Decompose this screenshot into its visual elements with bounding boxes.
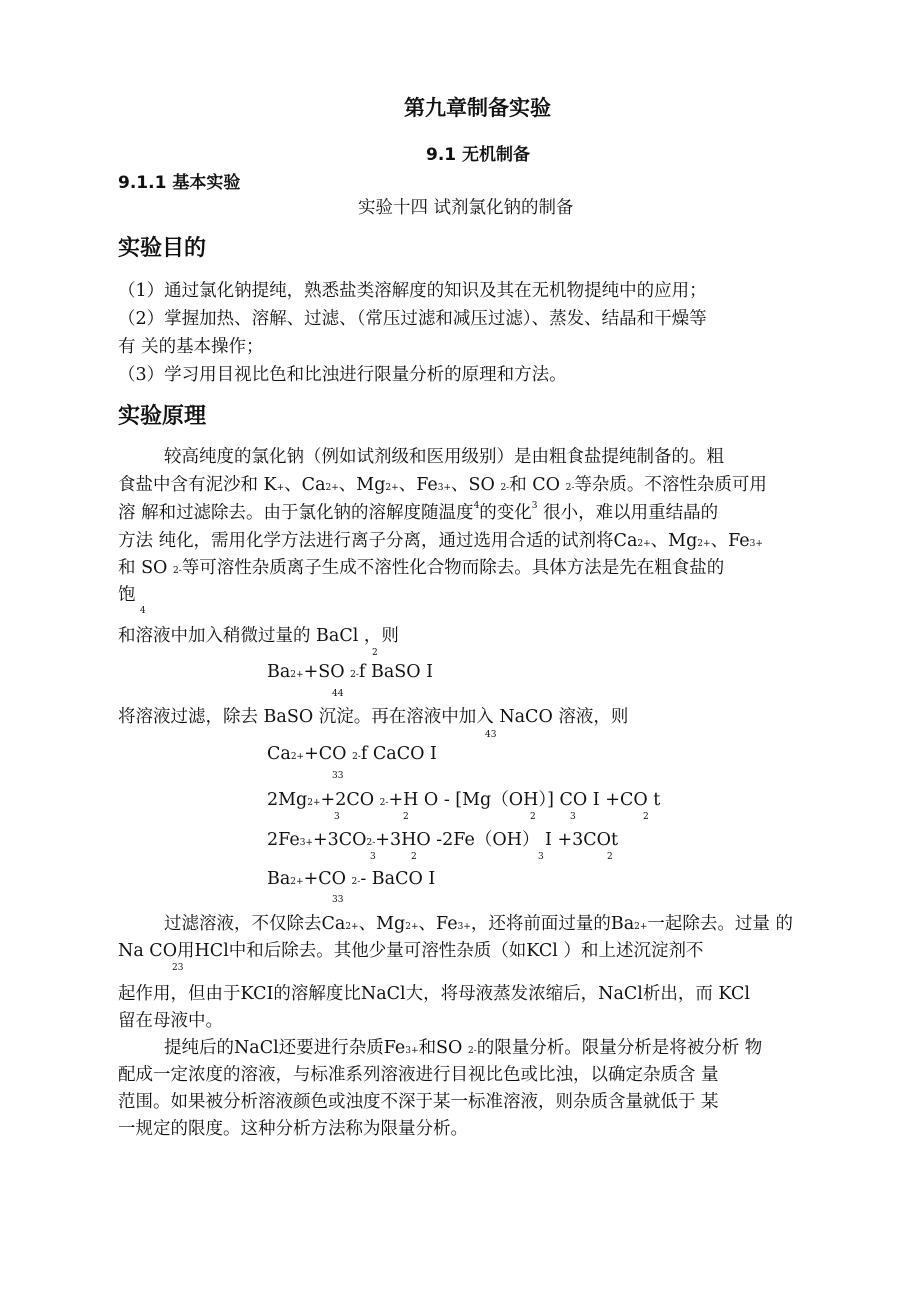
subscript-mark: 3: [570, 812, 576, 822]
subscript-mark: 3: [334, 812, 340, 822]
principle-p1-line-6: 饱: [118, 585, 136, 605]
principle-p1-line-1: 较高纯度的氯化钠（例如试剂级和医用级别）是由粗食盐提纯制备的。粗: [164, 447, 724, 467]
principle-mid-line: 将溶液过滤，除去 BaSO 沉淀。再在溶液中加入 NaCO 溶液，则: [118, 707, 629, 727]
subscript-mark: 2: [530, 812, 536, 822]
principle-p2-line-2: Na CO用HCl中和后除去。其他少量可溶性杂质（如KCl ）和上述沉淀剂不: [118, 941, 704, 961]
subscript-mark: 23: [172, 963, 184, 973]
subscript-mark: 3: [370, 852, 376, 862]
subscript-mark: 43: [485, 730, 497, 740]
equation-4: 2Fe3++3CO2-+3HO -2Fe（OH） I +3COt: [267, 830, 619, 850]
principle-p2-line-4: 留在母液中。: [118, 1011, 223, 1031]
principle-p1-line-3: 溶 解和过滤除去。由于氯化钠的溶解度随温度$^4$的变化$^3$ 很小，难以用重结晶的: [118, 501, 719, 523]
purpose-line-2: （2）掌握加热、溶解、过滤、（常压过滤和减压过滤）、蒸发、结晶和干燥等: [118, 309, 707, 329]
purpose-line-3: 有 关的基本操作；: [118, 337, 264, 357]
principle-p3-line-1: 提纯后的NaCl还要进行杂质Fe3+和SO 2-的限量分析。限量分析是将被分析 物: [164, 1038, 763, 1058]
section-title: 9.1 无机制备: [426, 145, 531, 165]
equation-5: Ba2++CO 2-- BaCO I: [267, 869, 436, 889]
equation-1: Ba2++SO 2-f BaSO I: [267, 662, 434, 682]
subsection-title: 9.1.1 基本实验: [118, 173, 241, 193]
purpose-line-1: （1）通过氯化钠提纯，熟悉盐类溶解度的知识及其在无机物提纯中的应用；: [118, 281, 707, 301]
purpose-heading: 实验目的: [118, 236, 207, 261]
principle-p3-line-2: 配成一定浓度的溶液，与标准系列溶液进行目视比色或比浊，以确定杂质含 量: [118, 1065, 719, 1085]
principle-p2-line-1: 过滤溶液，不仅除去Ca2+、Mg2+、Fe3+，还将前面过量的Ba2+一起除去。过量 的: [164, 914, 793, 934]
chapter-title: 第九章制备实验: [404, 96, 551, 120]
subscript-mark: 4: [140, 606, 146, 616]
principle-p1-line-5: 和 SO 2-等可溶性杂质离子生成不溶性化合物而除去。具体方法是先在粗食盐的: [118, 558, 725, 578]
equation-2: Ca2++CO 2-f CaCO I: [267, 744, 437, 764]
principle-heading: 实验原理: [118, 404, 207, 429]
purpose-line-4: （3）学习用目视比色和比浊进行限量分析的原理和方法。: [118, 365, 567, 385]
subscript-mark: 2: [403, 812, 409, 822]
subscript-mark: 33: [332, 771, 344, 781]
equation-3: 2Mg2++2CO 2-+H O - [Mg（OH）] CO I +CO t: [267, 790, 661, 810]
subscript-mark: 2: [643, 812, 649, 822]
subscript-mark: 2: [607, 852, 613, 862]
subscript-mark: 33: [332, 895, 344, 905]
principle-p3-line-3: 范围。如果被分析溶液颜色或浊度不深于某一标准溶液，则杂质含量就低于 某: [118, 1092, 719, 1112]
experiment-title: 实验十四 试剂氯化钠的制备: [358, 198, 574, 218]
principle-p1-line-4: 方法 纯化，需用化学方法进行离子分离，通过选用合适的试剂将Ca2+、Mg2+、Fe3+: [118, 531, 763, 551]
subscript-mark: 2: [411, 852, 417, 862]
subscript-mark: 3: [538, 852, 544, 862]
subscript-mark: 44: [332, 689, 344, 699]
principle-p1-line-2: 食盐中含有泥沙和 K+、Ca2+、Mg2+、Fe3+、SO 2-和 CO 2-等杂质。不溶性杂质可用: [118, 475, 767, 495]
principle-p3-line-4: 一规定的限度。这种分析方法称为限量分析。: [118, 1119, 468, 1139]
principle-p1-line-7: 和溶液中加入稍微过量的 BaCl ，则: [118, 626, 399, 646]
principle-p2-line-3: 起作用，但由于KCI的溶解度比NaCl大，将母液蒸发浓缩后，NaCl析出，而 KCl: [118, 984, 751, 1004]
subscript-mark: 2: [372, 648, 378, 658]
